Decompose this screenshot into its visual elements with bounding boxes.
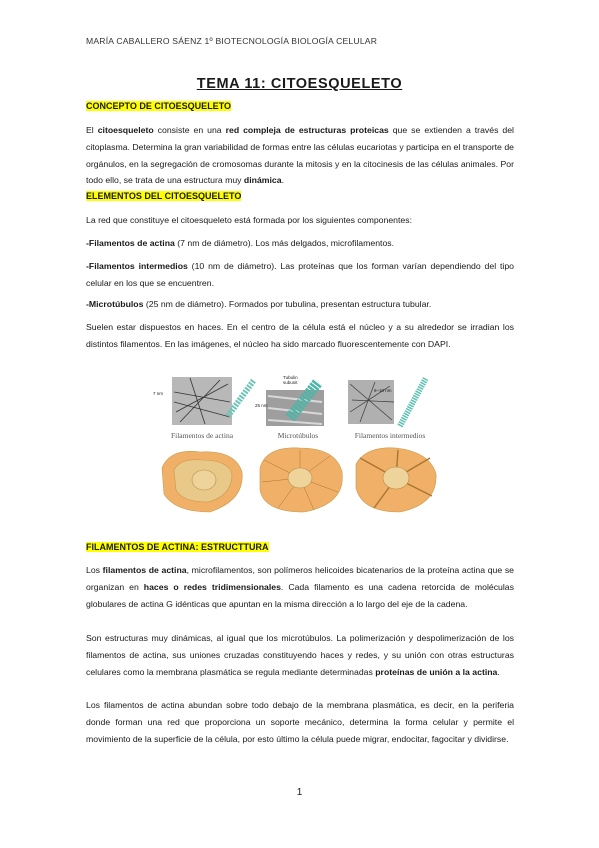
if-nm-label: 8–10 nm — [374, 388, 392, 393]
actin-nm-label: 7 nm — [153, 391, 164, 396]
section-heading-concepto: CONCEPTO DE CITOESQUELETO — [86, 101, 232, 111]
cell-actin — [162, 451, 242, 512]
page-number: 1 — [296, 787, 303, 798]
paragraph-filamentos-actina: Los filamentos de actina, microfilamentos, son polímeros helicoides bicatenarios de la proteína actina que se organizan en haces o redes tridimensionales. Cada filamento es una cadena retorcida de moléculas globulares de actina G idénticas que apuntan en la misma dirección a lo largo del eje de la cadena. — [86, 565, 514, 609]
running-header: MARÍA CABALLERO SÁENZ 1º BIOTECNOLOGÍA BIOLOGÍA CELULAR — [86, 36, 378, 46]
page-title: TEMA 11: CITOESQUELETO — [196, 76, 403, 92]
paragraph-dinamicas: Son estructuras muy dinámicas, al igual que los microtúbulos. La polimerización y despolimerización de los filamentos de actina, sus uniones cruzadas constituyendo haces y redes, y su unión con otras estructuras celulares como la membrana plasmática se regula mediante determinadas proteínas de unión a la actina. — [86, 633, 514, 677]
paragraph-concepto: El citoesqueleto consiste en una red compleja de estructuras proteicas que se extienden a través del citoplasma. Determina la gran variabilidad de formas entre las células eucariotas y participa en el transporte de orgánulos, en la segregación de cromosomas durante la mitosis y en la citocinesis de las células animales. Por todo ello, se trata de una estructura muy dinámica. — [86, 125, 514, 186]
mt-nm-label: 25 nm — [255, 403, 268, 408]
paragraph-membrana: Los filamentos de actina abundan sobre todo debajo de la membrana plasmática, es decir, en la periferia donde forman una red que proporciona un soporte mecánico, determina la forma celular y permite el movimiento de la superficie de la célula, por esto último la célula puede migrar, endocitar, fagocitar y dividirse. — [86, 700, 514, 744]
cell-intermediate — [356, 448, 436, 512]
paragraph-microtubulos: -Microtúbulos (25 nm de diámetro). Formados por tubulina, presentan estructura tubular. — [86, 299, 432, 309]
paragraph-componentes: La red que constituye el citoesqueleto está formada por los siguientes componentes: — [86, 215, 412, 225]
section-heading-actina: FILAMENTOS DE ACTINA: ESTRUCTTURA — [86, 542, 269, 552]
paragraph-intermedios: -Filamentos intermedios (10 nm de diámetro). Las proteínas que los forman varían dependiendo del tipo celular en los que se encuentren. — [86, 261, 514, 288]
tubulin-label: Tubulin — [283, 375, 298, 380]
cytoskeleton-figure — [150, 372, 450, 520]
section-heading-elementos: ELEMENTOS DEL CITOESQUELETO — [86, 191, 242, 201]
intermediate-rope-model — [400, 378, 426, 426]
paragraph-actina: -Filamentos de actina (7 nm de diámetro). Los más delgados, microfilamentos. — [86, 238, 395, 248]
cell-microtubules — [260, 448, 342, 512]
tubulin-subunit-label: subunit — [283, 380, 298, 385]
caption-actina: Filamentos de actina — [170, 431, 234, 440]
paragraph-haces: Suelen estar dispuestos en haces. En el centro de la célula está el núcleo y a su alrededor se irradian los distintos filamentos. En las imágenes, el núcleo ha sido marcado fluorescentemente con DAPI. — [86, 322, 514, 349]
caption-intermedios: Filamentos intermedios — [354, 431, 426, 440]
caption-microtubulos: Microtúbulos — [277, 431, 319, 440]
